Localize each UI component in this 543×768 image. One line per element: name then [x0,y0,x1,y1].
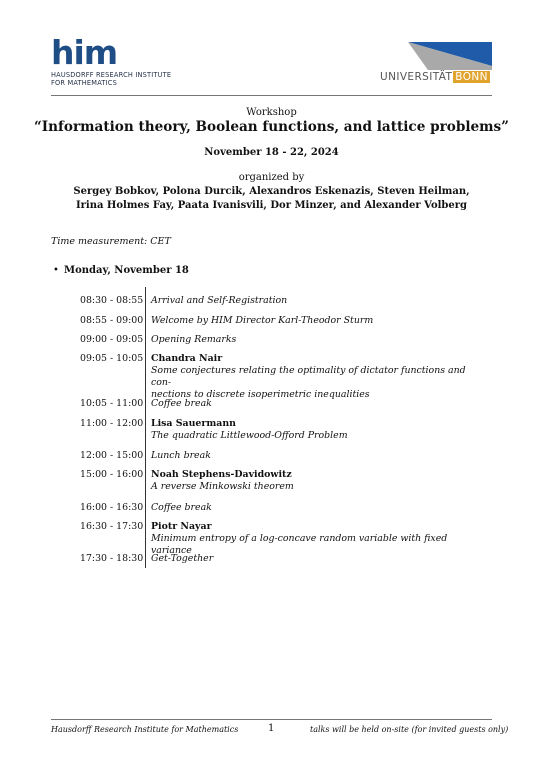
workshop-title: “Information theory, Boolean functions, and lattice problems” [33,119,509,135]
footer-note: talks will be held on-site (for invited guests only) [310,725,509,734]
schedule-item: Get-Together [151,553,214,564]
schedule-time: 09:05 - 10:05 [80,353,144,364]
speaker-name: Lisa Sauermann [151,418,236,429]
page-number: 1 [268,723,275,734]
workshop-kicker: Workshop [246,107,297,118]
speaker-name: Piotr Nayar [151,521,212,532]
talk-title-line1: Some conjectures relating the optimality of dictator functions and con- [151,365,466,388]
schedule-time: 17:30 - 18:30 [80,553,144,564]
schedule-time: 11:00 - 12:00 [80,418,144,429]
schedule-time: 09:00 - 09:05 [80,334,144,345]
footer-rule [51,719,492,720]
speaker-name: Chandra Nair [151,353,223,364]
footer-institute: Hausdorff Research Institute for Mathematics [51,725,239,734]
bonn-logo-left: UNIVERSITÄT [380,71,453,83]
workshop-dates: November 18 - 22, 2024 [204,147,339,158]
schedule-time: 08:55 - 09:00 [80,315,144,326]
schedule-item: Lunch break [151,450,211,461]
schedule-divider [145,287,146,568]
day-label: Monday, November 18 [64,265,189,276]
him-logo-word: him [51,33,118,72]
schedule-item: Coffee break [151,502,212,513]
timezone-note: Time measurement: CET [51,236,171,247]
schedule-talk [151,353,466,401]
organized-by-label: organized by [238,172,305,183]
schedule-item: Arrival and Self-Registration [151,295,288,306]
schedule-time: 12:00 - 15:00 [80,450,144,461]
speaker-name: Noah Stephens-Davidowitz [151,469,292,480]
talk-title-line1: A reverse Minkowski theorem [151,481,294,492]
schedule-item: Welcome by HIM Director Karl-Theodor Sturm [151,315,374,326]
schedule-item: Coffee break [151,398,212,409]
schedule-time: 16:30 - 17:30 [80,521,144,532]
schedule-talk [151,521,466,557]
bullet-icon: • [53,265,59,276]
talk-title-line2: nections to discrete isoperimetric inequalities [151,389,370,400]
organizers-line2: Irina Holmes Fay, Paata Ivanisvili, Dor Minzer, and Alexander Volberg [75,199,468,211]
schedule-talk [151,418,466,442]
schedule-time: 10:05 - 11:00 [80,398,144,409]
bonn-logo-right: BONN [455,71,488,83]
schedule-item: Opening Remarks [151,334,237,345]
schedule-time: 16:00 - 16:30 [80,502,144,513]
talk-title-line1: Minimum entropy of a log-concave random variable with fixed variance [151,533,448,556]
talk-title-line1: The quadratic Littlewood-Offord Problem [151,430,348,441]
schedule-time: 15:00 - 16:00 [80,469,144,480]
him-logo-line2: FOR MATHEMATICS [51,79,117,87]
schedule-talk [151,469,466,493]
organizers-line1: Sergey Bobkov, Polona Durcik, Alexandros Eskenazis, Steven Heilman, [73,186,470,197]
schedule-time: 08:30 - 08:55 [80,295,144,306]
him-logo-line1: HAUSDORFF RESEARCH INSTITUTE [51,71,172,79]
